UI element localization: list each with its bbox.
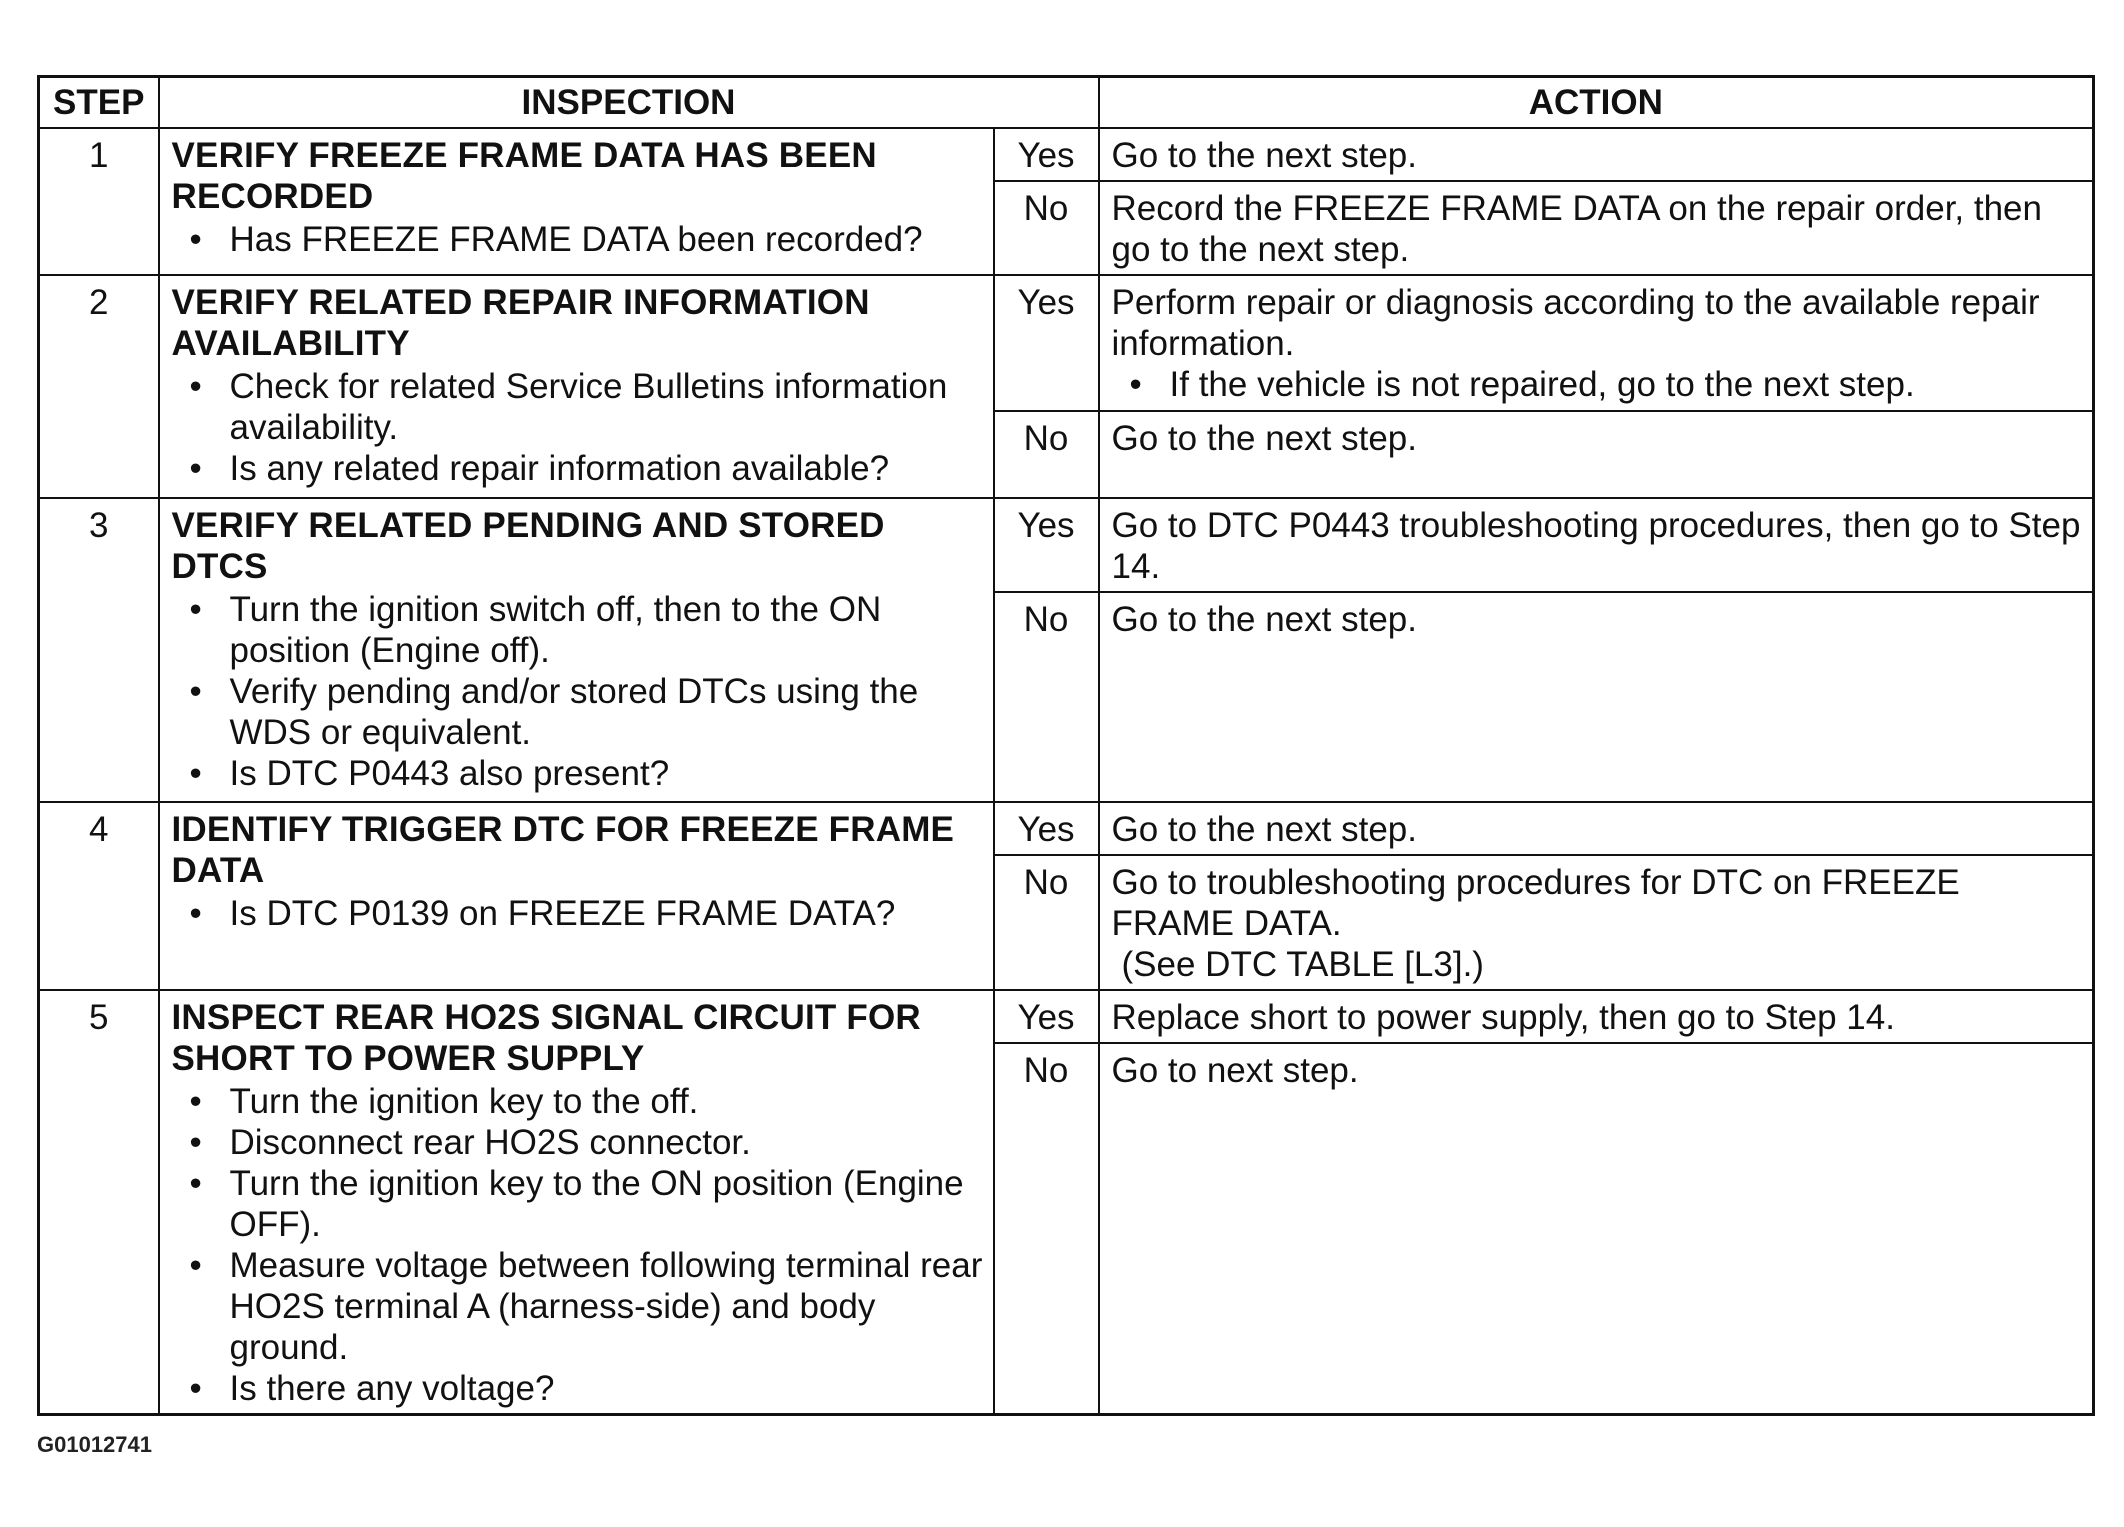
inspection-cell [159,498,994,802]
inspection-cell [159,128,994,275]
table-row [39,990,2094,1043]
no-label: No [994,592,1099,802]
inspection-title: VERIFY RELATED REPAIR INFORMATION AVAILABILITY [171,283,870,363]
inspection-bullets [172,219,983,260]
inspection-bullet: • Has FREEZE FRAME DATA been recorded? [230,219,983,260]
figure-id: G01012741 [37,1432,152,1457]
yes-label: Yes [994,275,1099,411]
yes-action: Perform repair or diagnosis according to the available repair information. [1111,283,2040,363]
inspection-title: VERIFY FREEZE FRAME DATA HAS BEEN RECORDED [171,136,877,216]
step-column-header: STEP [39,77,159,129]
diagnostic-procedure-table [37,75,2095,1416]
inspection-bullet: • Disconnect rear HO2S connector. [230,1122,983,1163]
table-row [39,802,2094,855]
no-action-cell [1099,855,2094,990]
no-action: Go to the next step. [1099,411,2094,498]
inspection-bullets [172,366,983,489]
step-number: 5 [39,990,159,1415]
action-bullets [1112,364,2083,405]
table-row [39,128,2094,181]
step-number: 4 [39,802,159,990]
inspection-bullet: • Turn the ignition key to the off. [230,1081,983,1122]
action-column-header: ACTION [1099,77,2094,129]
action-bullet: • If the vehicle is not repaired, go to the next step. [1170,364,2083,405]
inspection-cell [159,802,994,990]
yes-action: Go to DTC P0443 troubleshooting procedures, then go to Step 14. [1099,498,2094,592]
yes-action: Replace short to power supply, then go to Step 14. [1099,990,2094,1043]
yes-label: Yes [994,802,1099,855]
step-number: 1 [39,128,159,275]
inspection-bullet: • Turn the ignition key to the ON position (Engine OFF). [230,1163,983,1245]
inspection-bullet: • Is any related repair information available? [230,448,983,489]
yes-action: Go to the next step. [1099,128,2094,181]
see-reference-note: (See DTC TABLE [L3].) [1121,945,1484,984]
table-row [39,498,2094,592]
no-label: No [994,411,1099,498]
inspection-bullet: • Is DTC P0139 on FREEZE FRAME DATA? [230,893,983,934]
inspection-title: IDENTIFY TRIGGER DTC FOR FREEZE FRAME DATA [171,810,955,890]
no-action: Go to next step. [1099,1043,2094,1414]
inspection-cell [159,275,994,498]
no-action: Go to troubleshooting procedures for DTC on FREEZE FRAME DATA. [1111,863,1960,943]
inspection-bullet: • Turn the ignition switch off, then to the ON position (Engine off). [230,589,983,671]
inspection-bullet: • Check for related Service Bulletins information availability. [230,366,983,448]
inspection-bullet: • Verify pending and/or stored DTCs using the WDS or equivalent. [230,671,983,753]
inspection-title: VERIFY RELATED PENDING AND STORED DTCS [171,506,885,586]
inspection-bullets [172,589,983,794]
table-row [39,275,2094,411]
inspection-bullet: • Is there any voltage? [230,1368,983,1409]
inspection-bullets [172,1081,983,1409]
table-header-row [39,77,2094,129]
inspection-bullets [172,893,983,934]
yes-label: Yes [994,128,1099,181]
no-label: No [994,855,1099,990]
inspection-bullet: • Is DTC P0443 also present? [230,753,983,794]
inspection-column-header: INSPECTION [159,77,1099,129]
no-action: Record the FREEZE FRAME DATA on the repair order, then go to the next step. [1099,181,2094,275]
no-action: Go to the next step. [1099,592,2094,802]
no-label: No [994,1043,1099,1414]
yes-label: Yes [994,498,1099,592]
inspection-cell [159,990,994,1415]
yes-action-cell [1099,275,2094,411]
step-number: 3 [39,498,159,802]
step-number: 2 [39,275,159,498]
yes-action: Go to the next step. [1099,802,2094,855]
no-label: No [994,181,1099,275]
inspection-bullet: • Measure voltage between following terminal rear HO2S terminal A (harness-side) and body ground. [230,1245,983,1368]
yes-label: Yes [994,990,1099,1043]
inspection-title: INSPECT REAR HO2S SIGNAL CIRCUIT FOR SHORT TO POWER SUPPLY [171,998,921,1078]
